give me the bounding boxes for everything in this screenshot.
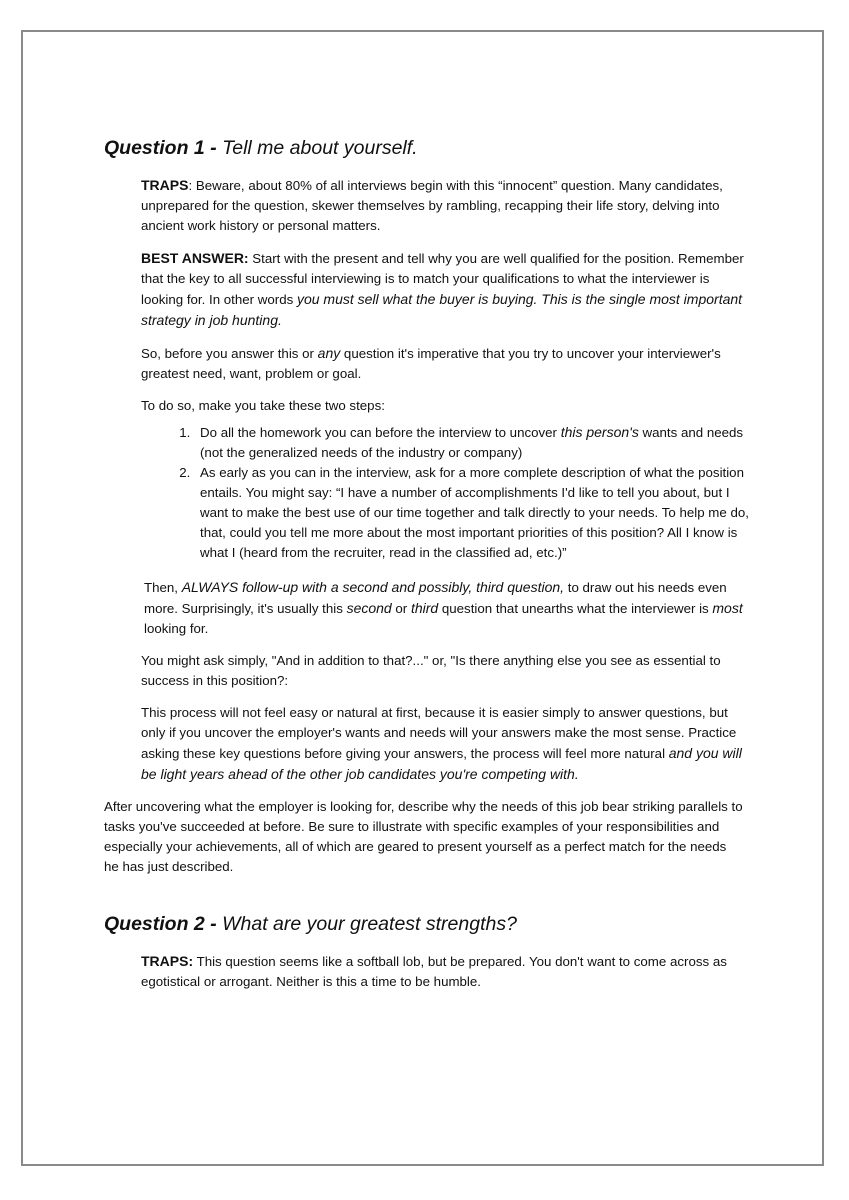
question-2-number: Question 2 -: [104, 913, 217, 935]
q1-best-answer-text: Start with the present and tell why you are well qualified for the position. Remember that the key to all successful interviewing is to match your qualifications to what the interviewer is looking for. In other words: [141, 251, 744, 307]
step-2-text: As early as you can in the interview, ask for a more complete description of what the position entails. You might say: “I have a number of accomplishments I'd like to tell you about, but I want to make the best use of our time together and talk directly to your needs. To help me do, that, could you tell me more about the most important priorities of this position? All I know is what I (heard from the recruiter, read in the classified ad, etc.)”: [200, 465, 749, 560]
question-1-body: [141, 175, 754, 785]
q1-so-text-a: So, before you answer this or: [141, 346, 318, 361]
q1-then-emphasis-third: third: [410, 600, 439, 616]
document-page: [21, 30, 824, 1166]
q1-then-paragraph: [141, 577, 754, 639]
q1-so-text-b: question it's imperative that you try to uncover your interviewer's greatest need, want, problem or goal.: [141, 346, 721, 381]
q2-traps-label: TRAPS:: [141, 953, 194, 969]
q1-best-answer-emphasis: you must sell what the buyer is buying. This is the single most important strategy in job hunting.: [141, 291, 743, 328]
q1-then-emphasis-second: second: [346, 600, 392, 616]
q1-traps-label: TRAPS: [141, 177, 189, 193]
q1-so-emphasis: any: [317, 345, 341, 361]
q1-after-paragraph: After uncovering what the employer is looking for, describe why the needs of this job bear striking parallels to tasks you've succeeded at before. Be sure to illustrate with specific examples of your responsibilities and especially your achievements, all of which are geared to present yourself as a perfect match for the needs he has just described.: [104, 799, 743, 874]
q1-then-text-e: looking for.: [144, 621, 209, 636]
q1-then-emphasis: ALWAYS follow-up with a second and possibly, third question,: [181, 579, 565, 595]
q1-then-text-b: to draw out his needs even more. Surprisingly, it's usually this: [144, 580, 727, 616]
q1-process-paragraph: [141, 703, 751, 785]
q1-traps-colon: :: [188, 178, 193, 193]
question-2-title: What are your greatest strengths?: [222, 913, 517, 935]
q1-process-text: This process will not feel easy or natural at first, because it is easier simply to answer questions, but only if you uncover the employer's wants and needs will your answers make the most sense. Practice asking these key questions before giving your answers, the process will feel more natural: [141, 705, 737, 761]
q2-traps-text: This question seems like a softball lob, but be prepared. You don't want to come across as egotistical or arrogant. Neither is this a time to be humble.: [141, 954, 727, 989]
question-1-title: Tell me about yourself.: [222, 137, 418, 159]
q1-then-emphasis-most: most: [712, 600, 743, 616]
q1-steps-list: [141, 422, 754, 563]
question-1-heading: [104, 135, 754, 161]
q1-best-answer-label: BEST ANSWER:: [141, 250, 249, 266]
q2-traps-paragraph: [141, 951, 754, 992]
q1-traps-paragraph: [141, 175, 754, 236]
question-2-body: [141, 951, 754, 992]
q1-best-answer-paragraph: [141, 248, 754, 331]
list-item: [194, 422, 754, 463]
q1-traps-text: Beware, about 80% of all interviews begin with this “innocent” question. Many candidates, unprepared for the question, skewer themselves by rambling, recapping their life story, delving into ancient work history or personal matters.: [141, 178, 723, 233]
list-item: [194, 463, 754, 563]
q1-so-paragraph: [141, 343, 754, 384]
q1-then-text-c: or: [391, 601, 411, 616]
q1-then-text-a: Then,: [144, 580, 182, 595]
step-1-text-a: Do all the homework you can before the interview to uncover: [200, 425, 561, 440]
question-2-heading: [104, 911, 754, 937]
step-1-emphasis: this person's: [560, 424, 639, 440]
question-1-number: Question 1 -: [104, 137, 217, 159]
q1-then-text-d: question that unearths what the interviewer is: [438, 601, 713, 616]
q1-process-emphasis: and you will be light years ahead of the other job candidates you're competing with.: [141, 745, 742, 782]
q1-steps-intro: To do so, make you take these two steps:: [141, 398, 385, 413]
q1-ask-paragraph: You might ask simply, "And in addition to that?..." or, "Is there anything else you see as essential to success in this position?:: [141, 653, 721, 688]
step-1-text-b: wants and needs (not the generalized needs of the industry or company): [200, 425, 744, 460]
page-content: [104, 135, 754, 992]
